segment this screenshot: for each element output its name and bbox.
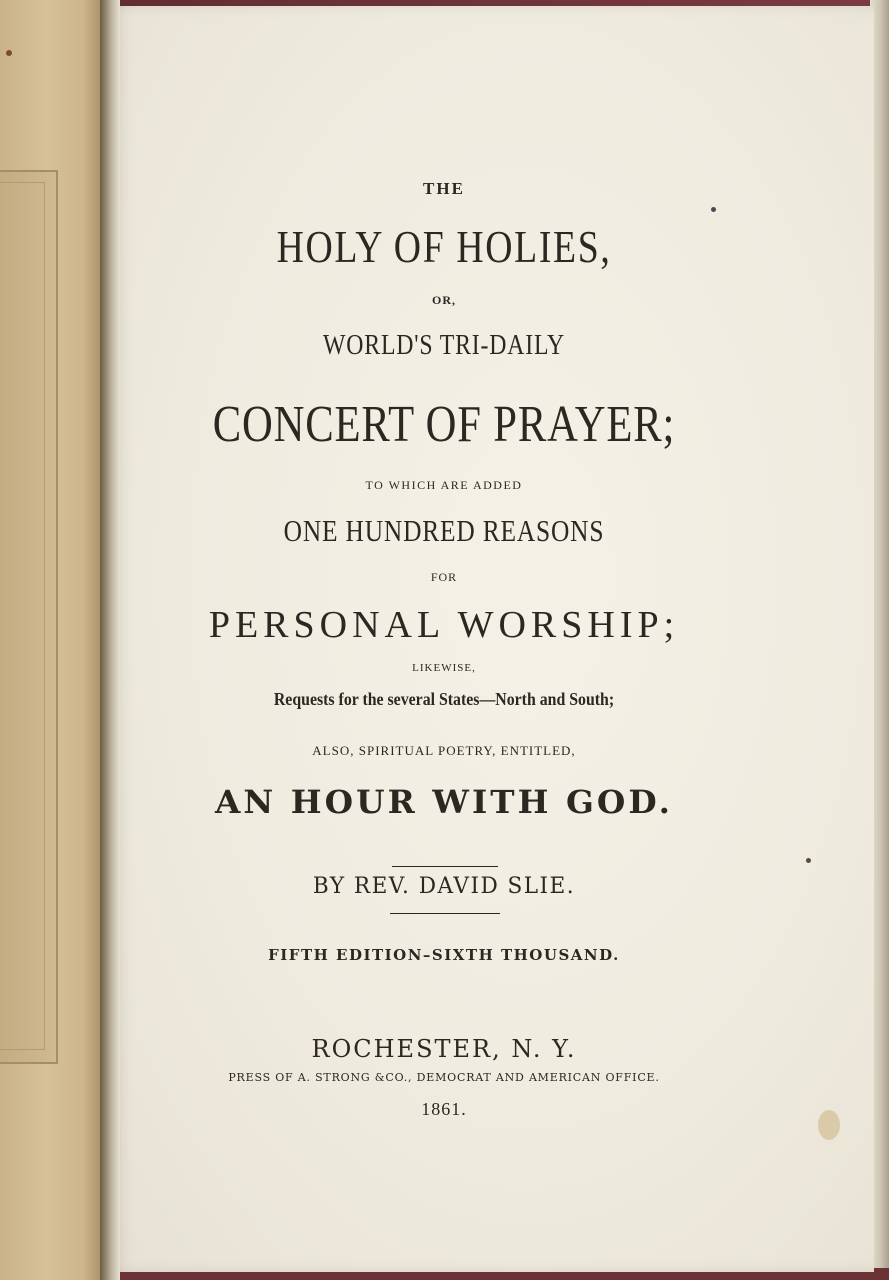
added-line: TO WHICH ARE ADDED [365, 478, 523, 492]
foxing-spot [711, 207, 716, 212]
worship-line: PERSONAL WORSHIP; [208, 604, 680, 646]
poem-title: AN HOUR WITH GOD. [214, 783, 673, 821]
left-facing-page [0, 0, 106, 1280]
main-title: HOLY OF HOLIES, [276, 221, 612, 272]
author-line: BY REV. DAVID SLIE. [312, 874, 576, 899]
imprint-city: ROCHESTER, N. Y. [311, 1035, 577, 1063]
foxing-spot [818, 1110, 840, 1140]
requests-line: Requests for the several States—North and South; [273, 689, 615, 709]
imprint-press: PRESS OF A. STRONG &CO., DEMOCRAT AND AMERICAN OFFICE. [228, 1071, 660, 1084]
frontispiece-plate [0, 170, 58, 1064]
likewise-line: LIKEWISE, [412, 662, 476, 674]
divider-rule-top [392, 866, 498, 867]
subtitle-line-2: CONCERT OF PRAYER; [212, 396, 676, 453]
edition-line: FIFTH EDITION–SIXTH THOUSAND. [268, 946, 620, 964]
foxing-spot [6, 50, 12, 56]
title-the: THE [423, 179, 465, 198]
title-or: OR, [432, 293, 456, 307]
for-line: FOR [430, 570, 458, 584]
subtitle-line-1: WORLD'S TRI-DAILY [323, 329, 565, 361]
frontispiece-plate-border [0, 182, 45, 1050]
imprint-year: 1861. [421, 1099, 467, 1119]
also-line: ALSO, SPIRITUAL POETRY, ENTITLED, [312, 743, 576, 758]
divider-rule-bottom [390, 913, 500, 914]
foxing-spot [806, 858, 811, 863]
reasons-line: ONE HUNDRED REASONS [283, 513, 605, 548]
